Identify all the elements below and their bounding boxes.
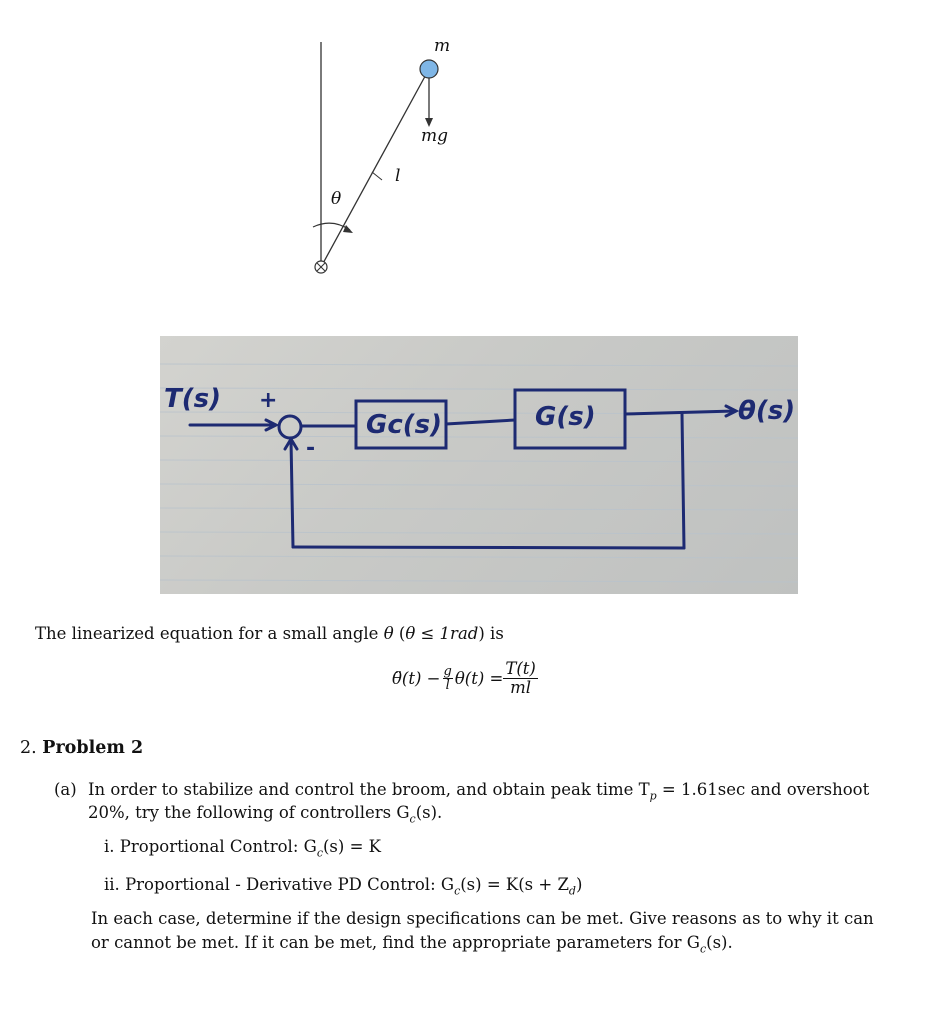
controller-to-plant <box>446 420 515 424</box>
item-i-subscript: c <box>316 846 323 860</box>
linearized-equation <box>392 660 538 697</box>
problem-number: 2. <box>20 738 37 758</box>
intro-sentence <box>35 623 504 645</box>
item-ii-text: Proportional - Derivative PD Control: G <box>125 875 455 894</box>
conclusion-line-2 <box>91 932 733 960</box>
block-diagram-photo <box>160 336 798 594</box>
item-ii-text-c: ) <box>575 875 583 894</box>
item-i-text: Proportional Control: G <box>119 837 317 856</box>
item-ii-subscript: c <box>454 884 461 898</box>
part-a-text-1: In order to stabilize and control the broom, and obtain peak time T <box>88 780 650 799</box>
conclusion-text-2b: (s). <box>706 933 733 952</box>
g-over-l <box>443 665 453 692</box>
summing-junction <box>279 416 301 438</box>
part-a-line-2 <box>88 802 442 830</box>
item-ii <box>104 874 582 902</box>
feedback-down <box>682 414 684 548</box>
peak-time-subscript: p <box>649 789 657 803</box>
item-ii-subscript-d: d <box>568 884 576 898</box>
intro-paren-open: ( <box>393 624 406 643</box>
part-a-text-2b: (s). <box>415 803 443 822</box>
input-label: T(s) <box>164 384 221 414</box>
equation-left: θ̈(t) − <box>392 668 441 688</box>
ml-denominator: ml <box>510 678 532 697</box>
part-a-label: (a) <box>54 780 77 799</box>
part-a-text-1b: = 1.61sec and overshoot <box>656 780 870 799</box>
mass-label: m <box>434 36 451 56</box>
controller-subscript: c <box>409 812 416 826</box>
feedback-up <box>291 440 293 547</box>
plant-label: G(s) <box>535 402 596 432</box>
intro-theta: θ <box>383 624 394 643</box>
torque-numerator: T(t) <box>505 659 536 678</box>
item-ii-label: ii. <box>104 875 120 894</box>
length-tick <box>372 172 382 180</box>
g-numerator: g <box>443 664 452 679</box>
equation-middle: θ(t) = <box>454 668 504 688</box>
angle-label: θ <box>331 189 342 209</box>
controller-label: Gc(s) <box>366 410 442 440</box>
problem-heading <box>20 737 143 759</box>
length-label: l <box>395 166 401 186</box>
intro-condition: θ ≤ 1rad <box>405 624 479 643</box>
item-i-text-b: (s) = K <box>323 837 381 856</box>
intro-text: The linearized equation for a small angle <box>35 624 384 643</box>
item-ii-text-b: (s) = K(s + Z <box>460 875 569 894</box>
part-a-text-2: 20%, try the following of controllers G <box>88 803 410 822</box>
item-i-label: i. <box>104 837 115 856</box>
weight-label: mg <box>421 126 449 146</box>
pendulum-rod <box>321 69 429 267</box>
block-diagram-drawing <box>160 336 798 594</box>
right-fraction <box>503 660 538 697</box>
pendulum-mass <box>420 60 438 78</box>
conclusion-text-2: or cannot be met. If it can be met, find the appropriate parameters for G <box>91 933 700 952</box>
conclusion-line-1: In each case, determine if the design specifications can be met. Give reasons as to why it can <box>91 909 874 928</box>
minus-sign: - <box>306 436 316 461</box>
feedback-bottom <box>293 547 684 548</box>
pendulum-figure <box>290 30 470 290</box>
plus-sign: + <box>259 388 278 413</box>
conclusion-subscript: c <box>699 942 707 956</box>
l-denominator: l <box>445 678 450 693</box>
problem-title: Problem 2 <box>42 738 144 758</box>
item-i <box>104 836 381 864</box>
output-label: θ(s) <box>738 396 796 426</box>
intro-paren-close: ) is <box>478 624 504 643</box>
